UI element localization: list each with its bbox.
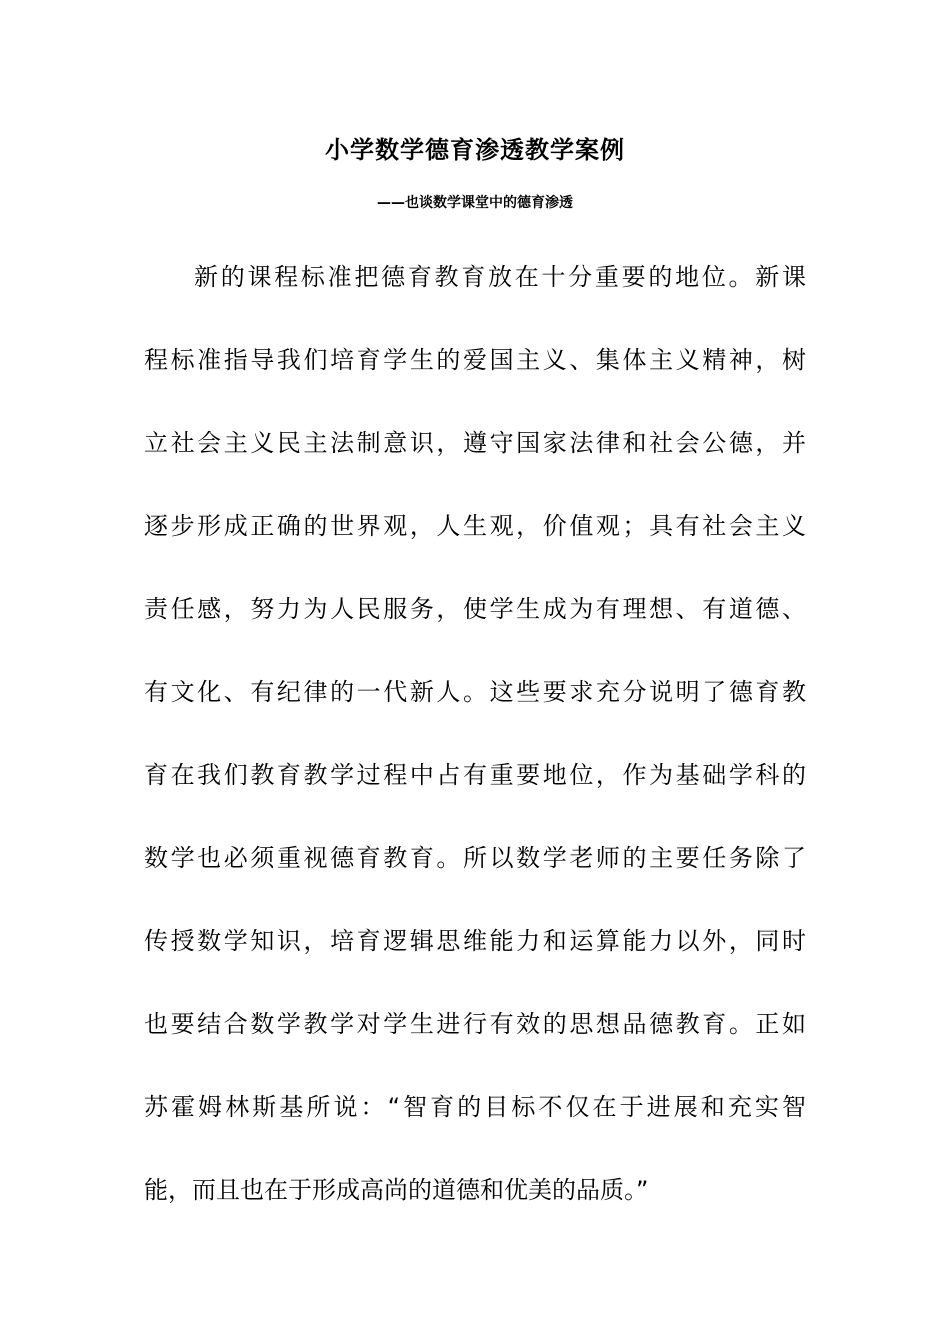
paragraph-line: 新的课程标准把德育教育放在十分重要的地位。新课 — [194, 263, 806, 291]
paragraph-line: 数学也必须重视德育教育。所以数学老师的主要任务除了 — [144, 844, 806, 872]
paragraph-line: 立社会主义民主法制意识，遵守国家法律和社会公德，并 — [144, 429, 806, 457]
paragraph-line: 逐步形成正确的世界观，人生观，价值观；具有社会主义 — [144, 512, 806, 540]
paragraph-line: 责任感，努力为人民服务，使学生成为有理想、有道德、 — [144, 595, 806, 623]
paragraph-line: 能，而且也在于形成高尚的道德和优美的品质。” — [144, 1176, 649, 1204]
paragraph-line: 苏霍姆林斯基所说：“智育的目标不仅在于进展和充实智 — [144, 1093, 806, 1121]
body-paragraph — [144, 255, 806, 1251]
paragraph-line: 传授数学知识，培育逻辑思维能力和运算能力以外，同时 — [144, 927, 806, 955]
document-title: 小学数学德育渗透教学案例 — [325, 136, 625, 164]
paragraph-line: 也要结合数学教学对学生进行有效的思想品德教育。正如 — [144, 1010, 806, 1038]
paragraph-line: 有文化、有纪律的一代新人。这些要求充分说明了德育教 — [144, 678, 806, 706]
paragraph-line: 育在我们教育教学过程中占有重要地位，作为基础学科的 — [144, 761, 806, 789]
document-subtitle: ——也谈数学课堂中的德育渗透 — [377, 195, 573, 211]
paragraph-line: 程标准指导我们培育学生的爱国主义、集体主义精神，树 — [144, 346, 806, 374]
